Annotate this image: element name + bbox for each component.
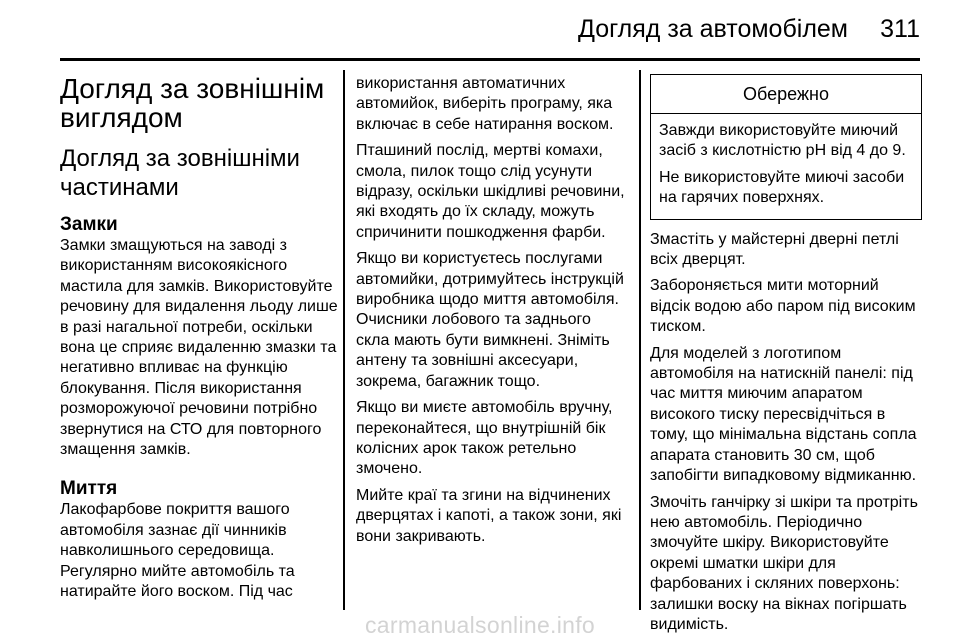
running-header-title: Догляд за автомобілем [577,15,848,43]
column-middle [356,74,628,553]
caution-box [650,74,922,220]
paragraph: Забороняється мити моторний відсік водою або паром під високим тиском. [650,277,916,336]
caution-paragraph: Завжди використовуйте миючий засіб з кислотністю pH від 4 до 9. [659,122,906,160]
caution-paragraph: Не використовуйте миючі засоби на гарячих поверхнях. [659,168,905,207]
paragraph: Якщо ви користуєтесь послугами автомийки, дотримуйтесь інструкцій виробника щодо миття автомобіля. Очисники лобового та заднього скла мають бути вимкнені. Зніміть антену та зовнішні аксесуари, зокрема, багажник тощо. [356,250,624,390]
washing-heading: Миття [60,478,118,500]
paragraph: використання автоматичних автомийок, виберіть програму, яка включає в себе натирання воском. [356,75,614,133]
column-divider [639,70,641,610]
watermark: carmanualsonline.info [364,612,596,638]
column-left [60,74,340,603]
paragraph: Змочіть ганчірку зі шкіри та протріть нею автомобіль. Періодично змочуйте шкіру. Використовуйте окремі шматки шкіри для фарбованих і скляних поверхонь: залишки воску на вікнах погіршать видимість. [650,493,918,633]
paragraph: Якщо ви миєте автомобіль вручну, переконайтеся, що внутрішній бік колісних арок також ретельно змочено. [356,399,613,478]
locks-heading: Замки [60,214,118,235]
locks-paragraph: Замки змащуються на заводі з використанням високоякісного мастила для замків. Використовуйте речовину для видалення льоду лише в разі нагальної потреби, оскільки вона це сприяє видаленню змазки та негативно впливає на функцію блокування. Після використання розморожуючої речовини потрібно звернутися на СТО для повторного змащення замків. [60,237,338,459]
header-rule [60,58,920,61]
paragraph: Мийте краї та згини на відчинених дверцятах і капоті, а також зони, які вони закривають. [356,486,622,545]
page-number: 311 [880,15,920,43]
paragraph: Для моделей з логотипом автомобіля на натискній панелі: під час миття миючим апаратом високого тиску пересвідчіться в тому, що мінімальна відстань сопла апарата становить 30 см, щоб запобігти випадковому відмиканню. [650,344,917,485]
washing-paragraph: Лакофарбове покриття вашого автомобіля зазнає дії чинників навколишнього середовища. Регулярно мийте автомобіль та натирайте його воском. Під час [60,501,295,601]
column-divider [343,70,345,610]
paragraph: Пташиний послід, мертві комахи, смола, пилок тощо слід усунути відразу, оскільки шкідливі речовини, які входять до їх складу, можуть спричинити пошкодження фарби. [356,142,625,241]
column-right [650,74,922,641]
section-title: Догляд за зовнішнім виглядом [60,73,325,133]
subsection-title: Догляд за зовнішніми частинами [60,145,300,201]
caution-title: Обережно [651,75,921,114]
paragraph: Змастіть у майстерні дверні петлі всіх дверцят. [650,230,899,269]
